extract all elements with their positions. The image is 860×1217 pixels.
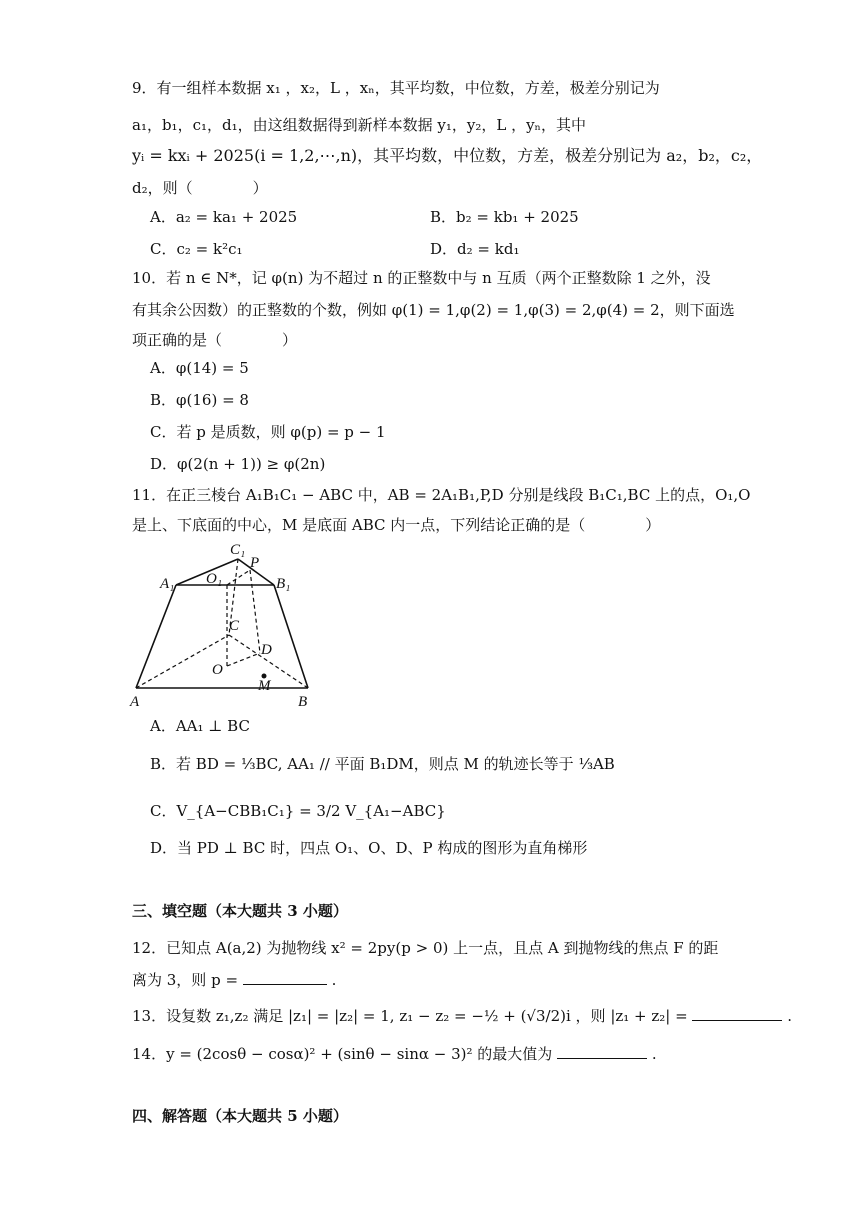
q9-line1: 9．有一组样本数据 x₁ ，x₂，L ，xₙ，其平均数，中位数，方差，极差分别记为 [132, 79, 660, 97]
q14-end: . [651, 1045, 657, 1063]
label-p: P [250, 555, 260, 571]
q10-option-a: A．φ(14) = 5 [150, 359, 249, 377]
q11-line2: 是上、下底面的中心，M 是底面 ABC 内一点，下列结论正确的是（ ） [132, 516, 661, 534]
q9-line2: a₁，b₁，c₁，d₁，由这组数据得到新样本数据 y₁，y₂，L ，yₙ，其中 [132, 116, 587, 134]
q13-answer-blank[interactable] [692, 1006, 782, 1021]
segment-p-d [250, 570, 260, 653]
label-a1: A₁ [160, 576, 175, 592]
q14-answer-blank[interactable] [557, 1044, 647, 1059]
q10-line3: 项正确的是（ ） [132, 331, 298, 349]
label-c: C [229, 618, 240, 634]
q9-option-a: A．a₂ = ka₁ + 2025 [150, 208, 298, 226]
q14-text: 14．y = (2cosθ − cosα)² + (sinθ − sinα − 3)² 的最大值为 [132, 1045, 553, 1063]
q13-text: 13．设复数 z₁,z₂ 满足 |z₁| = |z₂| = 1, z₁ − z₂ = −½ + (√3/2)i ，则 |z₁ + z₂| = [132, 1007, 688, 1025]
q11-line1: 11．在正三棱台 A₁B₁C₁ − ABC 中，AB = 2A₁B₁,P,D 分别是线段 B₁C₁,BC 上的点，O₁,O [132, 486, 751, 504]
edge-a1-a [136, 585, 176, 688]
q10-line1: 10．若 n ∈ N*，记 φ(n) 为不超过 n 的正整数中与 n 互质（两个正整数除 1 之外，没 [132, 269, 711, 287]
label-a: A [130, 694, 140, 710]
label-b: B [298, 694, 308, 710]
q9-option-d: D．d₂ = kd₁ [430, 240, 520, 258]
q14-line [132, 1044, 657, 1064]
segment-o-d [227, 653, 260, 666]
label-o1: O₁ [206, 571, 223, 587]
q11-option-a: A．AA₁ ⊥ BC [150, 717, 250, 735]
q10-option-c: C．若 p 是质数，则 φ(p) = p − 1 [150, 423, 386, 441]
label-b1: B₁ [276, 576, 291, 592]
segment-o1-p [227, 570, 250, 585]
q12-line2-text: 离为 3，则 p = [132, 971, 239, 989]
q9-line3: yᵢ = kxᵢ + 2025(i = 1,2,⋯,n)，其平均数，中位数，方差，极差分别记为 a₂，b₂，c₂， [132, 146, 763, 165]
q12-line2 [132, 970, 336, 990]
section-3-heading: 三、填空题（本大题共 3 小题） [132, 902, 348, 920]
label-d: D [261, 642, 272, 658]
q13-end: . [787, 1007, 793, 1025]
q11-option-c: C．V_{A−CBB₁C₁} = 3/2 V_{A₁−ABC} [150, 802, 446, 820]
q11-option-b: B．若 BD = ⅓BC, AA₁ // 平面 B₁DM，则点 M 的轨迹长等于 ⅓AB [150, 755, 615, 773]
edge-b1-b [274, 585, 308, 688]
q9-option-c: C．c₂ = k²c₁ [150, 240, 243, 258]
section-4-heading: 四、解答题（本大题共 5 小题） [132, 1107, 348, 1125]
frustum-figure [128, 540, 318, 710]
q12-line2-end: . [331, 971, 337, 989]
q12-line1: 12．已知点 A(a,2) 为抛物线 x² = 2py(p > 0) 上一点，且点 A 到抛物线的焦点 F 的距 [132, 939, 719, 957]
q10-option-b: B．φ(16) = 8 [150, 391, 249, 409]
label-m: M [258, 678, 271, 694]
label-o: O [212, 662, 223, 678]
q13-line [132, 1006, 792, 1026]
q10-option-d: D．φ(2(n + 1)) ≥ φ(2n) [150, 455, 326, 473]
q11-option-d: D．当 PD ⊥ BC 时，四点 O₁、O、D、P 构成的图形为直角梯形 [150, 839, 588, 857]
label-c1: C₁ [230, 542, 246, 558]
q10-line2: 有其余公因数）的正整数的个数，例如 φ(1) = 1,φ(2) = 1,φ(3) = 2,φ(4) = 2，则下面选 [132, 301, 735, 319]
q9-line4: d₂，则（ ） [132, 179, 268, 197]
q9-option-b: B．b₂ = kb₁ + 2025 [430, 208, 579, 226]
q12-answer-blank[interactable] [243, 970, 327, 985]
